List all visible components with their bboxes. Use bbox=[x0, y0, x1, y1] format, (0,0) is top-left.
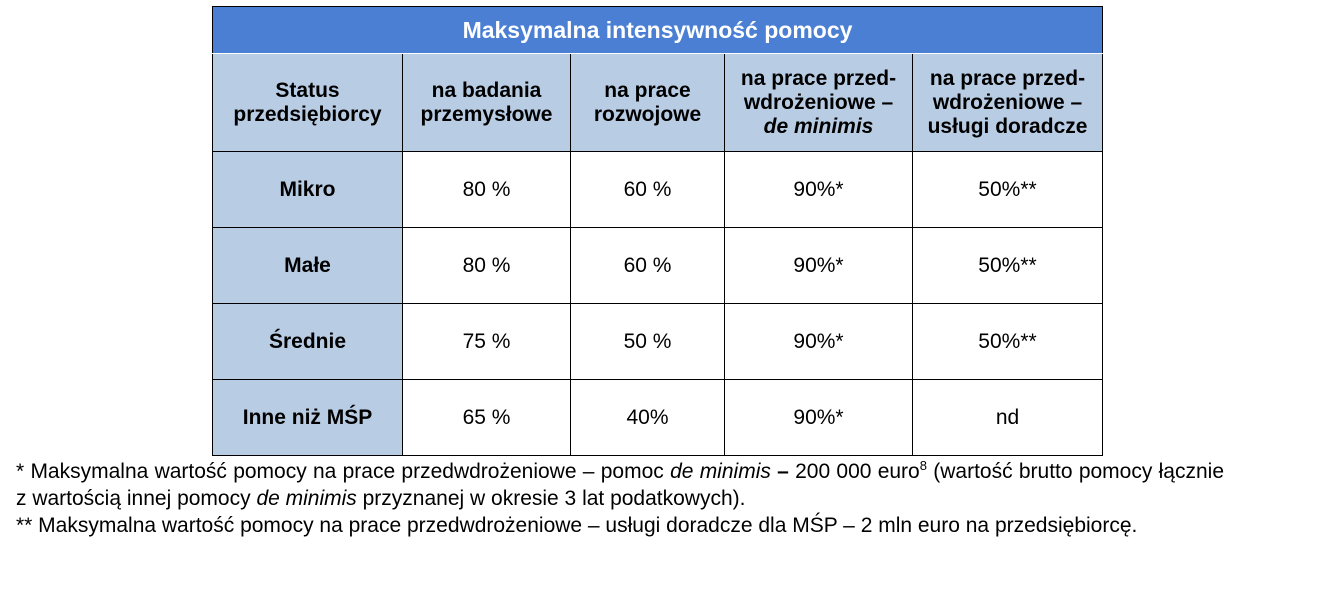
row-label: Mikro bbox=[213, 152, 403, 228]
cell-consulting: 50%** bbox=[913, 304, 1103, 380]
cell-industrial-research: 80 % bbox=[403, 228, 571, 304]
note1-text-3: (wartość brutto pomocy łącznie z wartością innej pomocy bbox=[16, 460, 1224, 510]
note1-italic-1: de minimis bbox=[670, 460, 771, 483]
table-row-non-sme bbox=[213, 380, 1103, 456]
header-col2-line1: na prace bbox=[604, 78, 691, 102]
note1-text-1: * Maksymalna wartość pomocy na prace przedwdrożeniowe – pomoc bbox=[16, 460, 671, 483]
header-development-work bbox=[571, 54, 725, 152]
header-col4-line1: na prace przed- bbox=[929, 66, 1086, 90]
aid-intensity-table bbox=[212, 6, 1103, 456]
row-label: Inne niż MŚP bbox=[213, 380, 403, 456]
header-status-line2: przedsiębiorcy bbox=[233, 102, 382, 126]
header-industrial-research bbox=[403, 54, 571, 152]
table-header-row bbox=[213, 54, 1103, 152]
note1-bold-dash: – bbox=[770, 460, 789, 483]
header-col2-line2: rozwojowe bbox=[593, 102, 702, 126]
note1-text-4: przyznanej w okresie 3 lat podatkowych). bbox=[356, 487, 746, 510]
cell-development-work: 50 % bbox=[571, 304, 725, 380]
table-row-medium bbox=[213, 304, 1103, 380]
footnote-consulting: ** Maksymalna wartość pomocy na prace przedwdrożeniowe – usługi doradcze dla MŚP – 2 mln euro na przedsiębiorcę. bbox=[16, 514, 1138, 537]
cell-consulting: 50%** bbox=[913, 228, 1103, 304]
row-label: Małe bbox=[213, 228, 403, 304]
cell-development-work: 40% bbox=[571, 380, 725, 456]
header-pre-implementation-de-minimis bbox=[725, 54, 913, 152]
header-col1-line2: przemysłowe bbox=[420, 102, 553, 126]
header-col1-line1: na badania bbox=[431, 78, 542, 102]
cell-development-work: 60 % bbox=[571, 228, 725, 304]
cell-industrial-research: 65 % bbox=[403, 380, 571, 456]
note1-text-2: 200 000 euro bbox=[788, 460, 920, 483]
table-row-micro bbox=[213, 152, 1103, 228]
header-col4-line3: usługi doradcze bbox=[927, 114, 1088, 138]
cell-de-minimis: 90%* bbox=[725, 304, 913, 380]
cell-consulting: 50%** bbox=[913, 152, 1103, 228]
header-col4-line2: wdrożeniowe – bbox=[932, 90, 1083, 114]
note1-italic-2: de minimis bbox=[256, 487, 357, 510]
footnote-de-minimis bbox=[16, 458, 1224, 512]
header-status-line1: Status bbox=[275, 78, 340, 102]
footnotes bbox=[16, 458, 1224, 539]
table-title: Maksymalna intensywność pomocy bbox=[213, 7, 1103, 54]
cell-consulting: nd bbox=[913, 380, 1103, 456]
header-col3-line1: na prace przed- bbox=[740, 66, 897, 90]
cell-development-work: 60 % bbox=[571, 152, 725, 228]
cell-industrial-research: 75 % bbox=[403, 304, 571, 380]
table-row-small bbox=[213, 228, 1103, 304]
header-col3-line3: de minimis bbox=[763, 114, 874, 138]
row-label: Średnie bbox=[213, 304, 403, 380]
table-title-row bbox=[213, 7, 1103, 54]
cell-de-minimis: 90%* bbox=[725, 152, 913, 228]
header-status bbox=[213, 54, 403, 152]
footnote-ref-8: 8 bbox=[919, 458, 927, 473]
header-pre-implementation-consulting bbox=[913, 54, 1103, 152]
cell-industrial-research: 80 % bbox=[403, 152, 571, 228]
header-col3-line2: wdrożeniowe – bbox=[743, 90, 894, 114]
cell-de-minimis: 90%* bbox=[725, 228, 913, 304]
cell-de-minimis: 90%* bbox=[725, 380, 913, 456]
